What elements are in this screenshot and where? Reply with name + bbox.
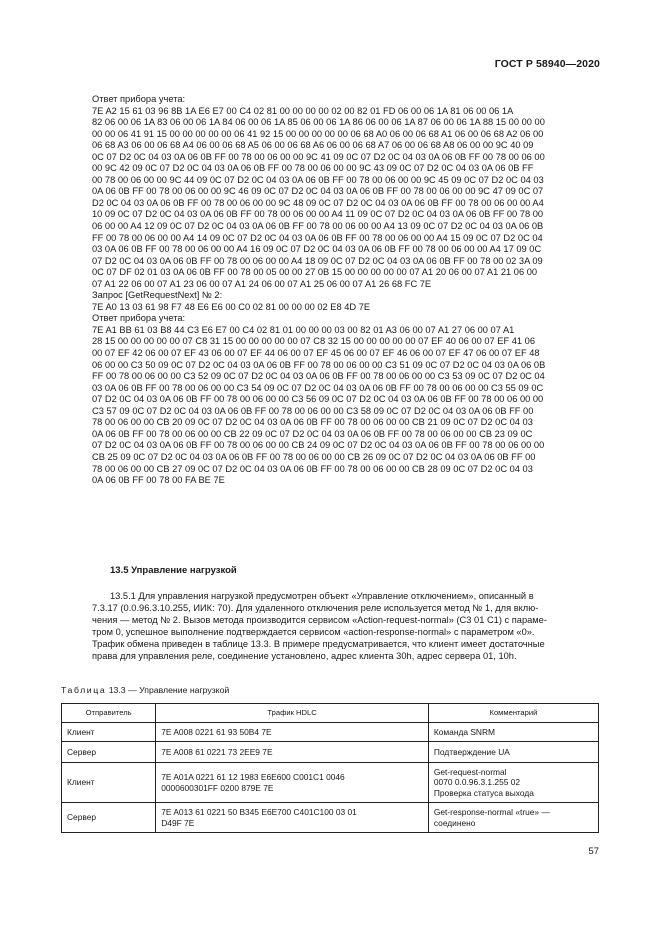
cell-comment [428, 723, 598, 742]
hex-line: CB 25 09 0C 07 D2 0C 04 03 0A 06 0B FF 00 78 00 06 00 00 CB 26 09 0C 07 D2 0C 04 03 0A 06 0B FF 00 [92, 451, 536, 462]
cell-traffic [156, 742, 429, 763]
hex-line: C3 57 09 0C 07 D2 0C 04 03 0A 06 0B FF 00 78 00 06 00 00 C3 58 09 0C 07 D2 0C 04 03 0A 06 0B FF 00 [92, 405, 534, 416]
table-row [62, 763, 599, 803]
cell-sender: Сервер [62, 742, 156, 763]
hex-line: 03 0A 06 0B FF 00 78 00 06 00 00 C3 54 09 0C 07 D2 0C 04 03 0A 06 0B FF 00 78 00 06 00 00 C3 55 09 0C [92, 382, 544, 393]
hex-line: 0C 07 DF 02 01 03 0A 06 0B FF 00 78 00 05 00 00 27 0B 15 00 00 00 00 00 07 A1 20 06 00 07 A1 21 06 00 [92, 267, 538, 278]
traffic-line: D49F 7E [161, 817, 195, 828]
hex-line: 00 00 06 41 91 15 00 00 00 00 00 06 41 92 15 00 00 00 00 00 06 68 A0 06 00 06 68 A1 06 00 06 68 A2 06 00 [92, 128, 544, 139]
response-hex-2 [92, 325, 600, 487]
hex-line: 78 00 06 00 00 CB 20 09 0C 07 D2 0C 04 03 0A 06 0B FF 00 78 00 06 00 00 CB 21 09 0C 07 D2 0C 04 03 [92, 417, 533, 428]
cell-traffic [156, 763, 429, 803]
traffic-listing [92, 94, 600, 487]
hex-line: 7E A1 BB 61 03 B8 44 C3 E6 E7 00 C4 02 81 01 00 00 00 03 00 82 01 A3 06 00 07 A1 27 06 00 07 A1 [92, 324, 515, 335]
standard-code: ГОСТ Р 58940—2020 [494, 58, 600, 70]
hex-line: 06 00 00 A4 12 09 0C 07 D2 0C 04 03 0A 06 0B FF 00 78 00 06 00 00 A4 13 09 0C 07 D2 0C 04 03 0A 06 0B [92, 221, 544, 232]
hex-line: 06 00 00 C3 50 09 0C 07 D2 0C 04 03 0A 06 0B FF 00 78 00 06 00 00 C3 51 09 0C 07 D2 0C 04 03 0A 06 0B [92, 359, 546, 370]
hex-line: 00 07 EF 42 06 00 07 EF 43 06 00 07 EF 44 06 00 07 EF 45 06 00 07 EF 46 06 00 07 EF 47 06 00 07 EF 48 [92, 348, 540, 359]
traffic-line: 7E A008 61 0221 73 2EE9 7E [161, 746, 273, 757]
paragraph-line: Трафик обмена приведен в таблице 13.3. В примере предусматривается, что клиент имеет достаточные [92, 639, 545, 650]
comment-line: Get-response-normal «true» — [433, 807, 550, 818]
cell-traffic [156, 723, 429, 742]
hex-line: 0A 06 0B FF 00 78 00 06 00 00 9C 46 09 0C 07 D2 0C 04 03 0A 06 0B FF 00 78 00 06 00 00 9C 47 09 0C 07 [92, 186, 544, 197]
comment-line: Подтверждение UA [433, 746, 510, 757]
hex-line: 07 D2 0C 04 03 0A 06 0B FF 00 78 00 06 00 00 CB 24 09 0C 07 D2 0C 04 03 0A 06 0B FF 00 78 00 06 00 00 [92, 440, 545, 451]
traffic-line: 7E A008 0221 61 93 50B4 7E [161, 726, 272, 737]
comment-line: соединено [433, 817, 476, 828]
comment-line: Команда SNRM [433, 726, 495, 737]
page-number: 57 [588, 846, 599, 857]
table-caption-prefix: Таблица [61, 685, 107, 695]
comment-line: Get-request-normal [433, 767, 507, 778]
table-caption-text: 13.3 — Управление нагрузкой [108, 685, 230, 695]
cell-comment [428, 763, 598, 803]
table-header-row [62, 704, 599, 723]
response-label-1: Ответ прибора учета: [92, 94, 186, 104]
table-row [62, 723, 599, 742]
hex-line: 0A 06 0B FF 00 78 00 06 00 00 CB 22 09 0C 07 D2 0C 04 03 0A 06 0B FF 00 78 00 06 00 00 CB 23 09 0C [92, 428, 533, 439]
table-caption [61, 685, 229, 695]
request-hex-2: 7E A0 13 03 61 98 F7 48 E6 E6 00 C0 02 81 00 00 00 02 E8 4D 7E [92, 301, 371, 312]
hex-line: 28 15 00 00 00 00 00 07 C8 31 15 00 00 00 00 00 07 C8 32 15 00 00 00 00 00 07 EF 40 06 00 07 EF 41 06 [92, 336, 535, 347]
paragraph-line: тром 0, успешное выполнение подтверждается сервисом «action-response-normal» с параметром «0». [92, 627, 535, 638]
comment-line: Проверка статуса выхода [433, 787, 534, 798]
comment-line: 0070 0.0.96.3.1.255 02 [433, 777, 521, 788]
traffic-line: 7E A013 61 0221 50 B345 E6E700 C401C100 03 01 [161, 807, 357, 818]
hex-line: 78 00 06 00 00 CB 27 09 0C 07 D2 0C 04 03 0A 06 0B FF 00 78 00 06 00 00 CB 28 09 0C 07 D2 0C 04 03 [92, 463, 533, 474]
cell-comment [428, 803, 598, 833]
header-sender: Отправитель [62, 704, 156, 723]
cell-sender: Клиент [62, 763, 156, 803]
header-traffic: Трафик HDLC [156, 704, 429, 723]
request-label-2: Запрос [GetRequestNext] № 2: [92, 290, 223, 301]
table-row [62, 803, 599, 833]
response-label-2: Ответ прибора учета: [92, 313, 186, 324]
cell-sender: Сервер [62, 803, 156, 833]
paragraph-line: чения — метод № 2. Вызов метода производится сервисом «Action-request-normal» (C3 01 C1) с параме- [92, 615, 547, 626]
section-paragraph [92, 590, 600, 663]
hex-line: 82 06 00 06 1A 83 06 00 06 1A 84 06 00 06 1A 85 06 00 06 1A 86 06 00 06 1A 87 06 00 06 1A 88 15 00 00 00 [92, 117, 545, 128]
cell-comment [428, 742, 598, 763]
traffic-line: 7E A01A 0221 61 12 1983 E6E600 C001C1 0046 [161, 772, 345, 783]
hex-line: 07 D2 0C 04 03 0A 06 0B FF 00 78 00 06 00 00 C3 56 09 0C 07 D2 0C 04 03 0A 06 0B FF 00 78 00 06 00 00 [92, 394, 544, 405]
cell-sender: Клиент [62, 723, 156, 742]
hex-line: FF 00 78 00 06 00 00 C3 52 09 0C 07 D2 0C 04 03 0A 06 0B FF 00 78 00 06 00 00 C3 53 09 0C 07 D2 0C 04 [92, 371, 545, 382]
header-comment: Комментарий [428, 704, 598, 723]
hex-line: 00 9C 42 09 0C 07 D2 0C 04 03 0A 06 0B FF 00 78 00 06 00 00 9C 43 09 0C 07 D2 0C 04 03 0A 06 0B FF [92, 163, 534, 174]
paragraph-line: 7.3.17 (0.0.96.3.10.255, ИИК: 70). Для удаленного отключения реле используется метод № 1, для вклю- [92, 603, 539, 614]
paragraph-line: права для управления реле, соединение установлено, адрес клиента 30h, адрес сервера 01, 10h. [92, 651, 517, 662]
section-heading: 13.5 Управление нагрузкой [110, 565, 237, 576]
hex-line: 00 78 00 06 00 00 9C 44 09 0C 07 D2 0C 04 03 0A 06 0B FF 00 78 00 06 00 00 9C 45 09 0C 07 D2 0C 04 03 [92, 174, 544, 185]
hex-line: 0C 07 D2 0C 04 03 0A 06 0B FF 00 78 00 06 00 00 9C 41 09 0C 07 D2 0C 04 03 0A 06 0B FF 00 78 00 06 00 [92, 151, 545, 162]
paragraph-line: 13.5.1 Для управления нагрузкой предусмотрен объект «Управление отключением», описанный в [110, 591, 534, 601]
hex-line: 7E A2 15 61 03 96 8B 1A E6 E7 00 C4 02 81 00 00 00 00 02 00 82 01 FD 06 00 06 1A 81 06 00 06 1A [92, 105, 514, 116]
hex-line: 07 D2 0C 04 03 0A 06 0B FF 00 78 00 06 00 00 A4 18 09 0C 07 D2 0C 04 03 0A 06 0B FF 00 78 00 02 3A 09 [92, 255, 543, 266]
hex-line: 07 A1 22 06 00 07 A1 23 06 00 07 A1 24 06 00 07 A1 25 06 00 07 A1 26 68 FC 7E [92, 278, 432, 289]
hex-line: FF 00 78 00 06 00 00 A4 14 09 0C 07 D2 0C 04 03 0A 06 0B FF 00 78 00 06 00 00 A4 15 09 0C 07 D2 0C 04 [92, 232, 543, 243]
traffic-line: 0000600301FF 0200 879E 7E [161, 782, 274, 793]
load-control-table [61, 703, 599, 833]
hex-line: 0A 06 0B FF 00 78 00 FA BE 7E [92, 475, 225, 486]
hex-line: D2 0C 04 03 0A 06 0B FF 00 78 00 06 00 00 9C 48 09 0C 07 D2 0C 04 03 0A 06 0B FF 00 78 00 06 00 00 A4 [92, 197, 544, 208]
hex-line: 06 68 A3 06 00 06 68 A4 06 00 06 68 A5 06 00 06 68 A6 06 00 06 68 A7 06 00 06 68 A8 06 00 00 9C 40 09 [92, 140, 534, 151]
hex-line: 10 09 0C 07 D2 0C 04 03 0A 06 0B FF 00 78 00 06 00 00 A4 11 09 0C 07 D2 0C 04 03 0A 06 0B FF 00 78 00 [92, 209, 544, 220]
response-hex-1 [92, 106, 600, 291]
table-row [62, 742, 599, 763]
cell-traffic [156, 803, 429, 833]
hex-line: 03 0A 06 0B FF 00 78 00 06 00 00 A4 16 09 0C 07 D2 0C 04 03 0A 06 0B FF 00 78 00 06 00 00 A4 17 09 0C [92, 244, 542, 255]
